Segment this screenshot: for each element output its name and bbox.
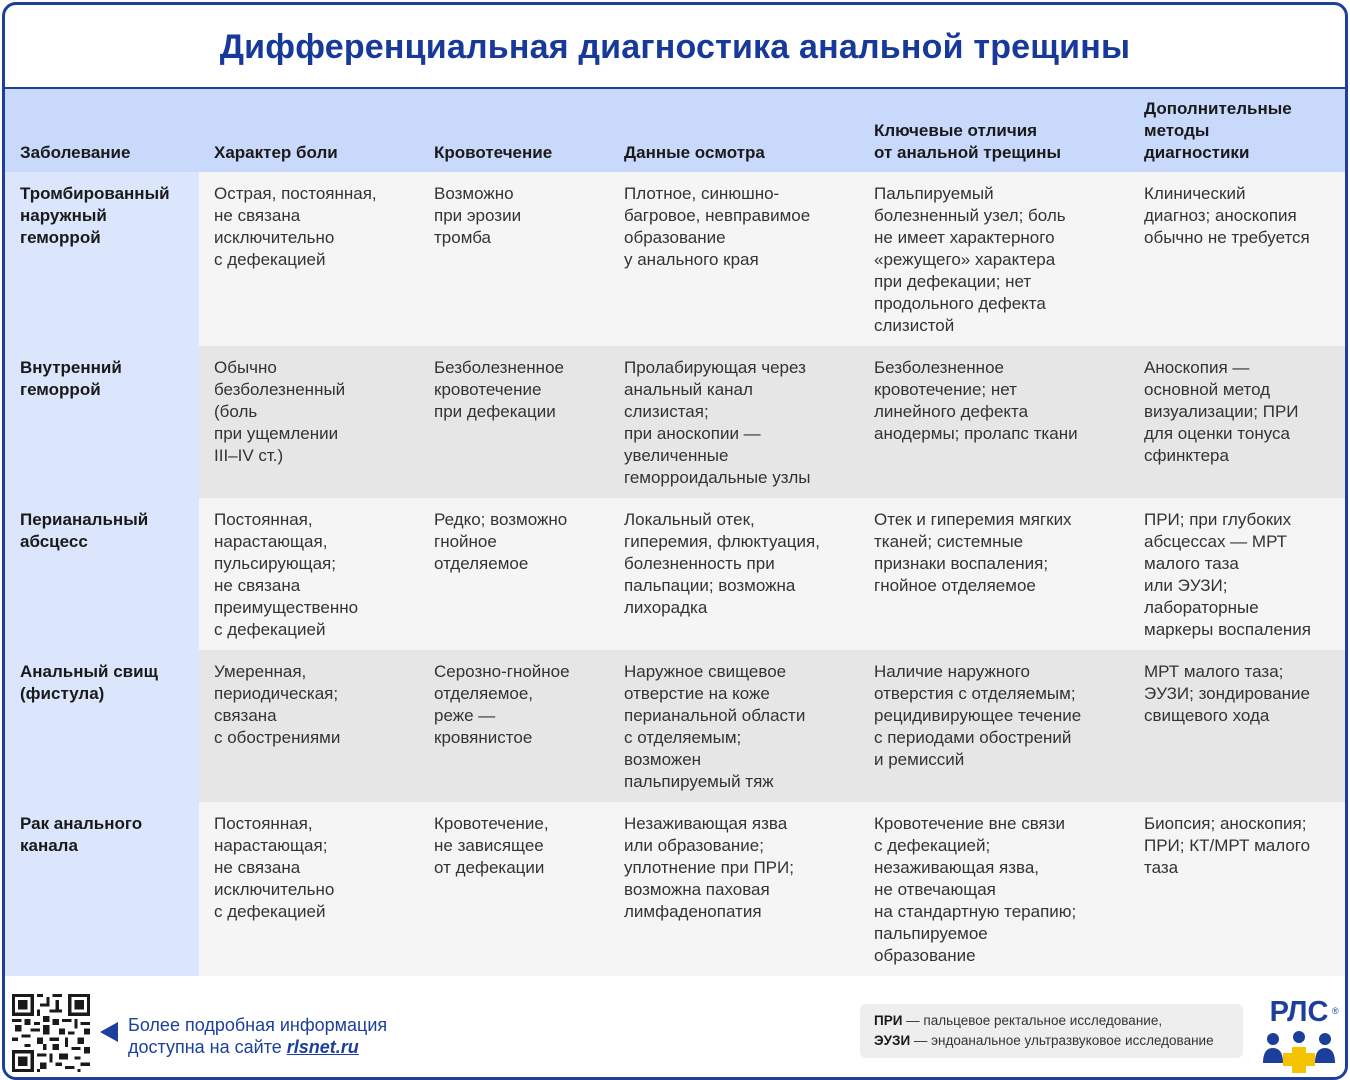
bleeding-cell: Серозно-гнойное отделяемое, реже — кровянистое [419, 650, 609, 802]
disease-cell: Анальный свищ (фистула) [5, 650, 199, 802]
page-title: Дифференциальная диагностика анальной трещины [5, 5, 1345, 89]
column-header-methods: Дополнительные методы диагностики [1129, 89, 1345, 172]
pain-cell: Постоянная, нарастающая; не связана исключительно с дефекацией [199, 802, 419, 976]
table-row [5, 498, 1345, 650]
differences-cell: Безболезненное кровотечение; нет линейного дефекта анодермы; пролапс ткани [859, 346, 1129, 498]
pain-cell: Обычно безболезненный (боль при ущемлении III–IV ст.) [199, 346, 419, 498]
legend-text: — эндоанальное ультразвуковое исследование [910, 1033, 1214, 1048]
legend-abbr: ПРИ [874, 1013, 903, 1028]
more-info-text [128, 1014, 387, 1058]
differences-cell: Пальпируемый болезненный узел; боль не имеет характерного «режущего» характера при дефекации; нет продольного дефекта слизистой [859, 172, 1129, 346]
rls-logo [1259, 995, 1339, 1075]
disease-cell: Внутренний геморрой [5, 346, 199, 498]
footer [5, 977, 1345, 1077]
exam-cell: Локальный отек, гиперемия, флюктуация, болезненность при пальпации; возможна лихорадка [609, 498, 859, 650]
legend-item [874, 1031, 1243, 1051]
more-info-prefix: доступна на сайте [128, 1037, 287, 1057]
exam-cell: Плотное, синюшно- багровое, невправимое образование у анального края [609, 172, 859, 346]
methods-cell: Клинический диагноз; аноскопия обычно не требуется [1129, 172, 1345, 346]
pain-cell: Постоянная, нарастающая, пульсирующая; не связана преимущественно с дефекацией [199, 498, 419, 650]
pain-cell: Умеренная, периодическая; связана с обострениями [199, 650, 419, 802]
logo-text: РЛС [1269, 996, 1329, 1028]
disease-cell: Тромбированный наружный геморрой [5, 172, 199, 346]
table-header-row [5, 89, 1345, 172]
site-link[interactable]: rlsnet.ru [286, 1037, 359, 1057]
diagnosis-table [5, 89, 1345, 976]
bleeding-cell: Кровотечение, не зависящее от дефекации [419, 802, 609, 976]
column-header-differences: Ключевые отличия от анальной трещины [859, 89, 1129, 172]
table-row [5, 346, 1345, 498]
infographic-frame [2, 2, 1348, 1080]
abbreviations-legend [860, 1004, 1243, 1058]
methods-cell: ПРИ; при глубоких абсцессах — МРТ малого таза или ЭУЗИ; лабораторные маркеры воспаления [1129, 498, 1345, 650]
bleeding-cell: Безболезненное кровотечение при дефекации [419, 346, 609, 498]
arrow-left-icon [100, 1022, 118, 1042]
table-row [5, 172, 1345, 346]
disease-cell: Рак анального канала [5, 802, 199, 976]
disease-cell: Перианальный абсцесс [5, 498, 199, 650]
exam-cell: Наружное свищевое отверстие на коже перианальной области с отделяемым; возможен пальпируемый тяж [609, 650, 859, 802]
exam-cell: Пролабирующая через анальный канал слизистая; при аноскопии — увеличенные геморроидальные узлы [609, 346, 859, 498]
exam-cell: Незаживающая язва или образование; уплотнение при ПРИ; возможна паховая лимфаденопатия [609, 802, 859, 976]
table-row [5, 650, 1345, 802]
pain-cell: Острая, постоянная, не связана исключительно с дефекацией [199, 172, 419, 346]
legend-abbr: ЭУЗИ [874, 1033, 911, 1048]
bleeding-cell: Возможно при эрозии тромба [419, 172, 609, 346]
methods-cell: Аноскопия — основной метод визуализации; ПРИ для оценки тонуса сфинктера [1129, 346, 1345, 498]
bleeding-cell: Редко; возможно гнойное отделяемое [419, 498, 609, 650]
column-header-disease: Заболевание [5, 89, 199, 172]
column-header-exam: Данные осмотра [609, 89, 859, 172]
legend-text: — пальцевое ректальное исследование, [902, 1013, 1163, 1028]
logo-registered-mark: ® [1332, 1006, 1339, 1016]
qr-code-icon[interactable] [12, 994, 90, 1072]
methods-cell: МРТ малого таза; ЭУЗИ; зондирование свищевого хода [1129, 650, 1345, 802]
more-info-line [128, 1036, 387, 1058]
column-header-bleeding: Кровотечение [419, 89, 609, 172]
column-header-pain: Характер боли [199, 89, 419, 172]
differences-cell: Отек и гиперемия мягких тканей; системные признаки воспаления; гнойное отделяемое [859, 498, 1129, 650]
legend-item [874, 1011, 1243, 1031]
table-row [5, 802, 1345, 976]
logo-people-cross-icon [1259, 995, 1339, 1075]
methods-cell: Биопсия; аноскопия; ПРИ; КТ/МРТ малого таза [1129, 802, 1345, 976]
more-info-line: Более подробная информация [128, 1015, 388, 1035]
differences-cell: Кровотечение вне связи с дефекацией; незаживающая язва, не отвечающая на стандартную терапию; пальпируемое образование [859, 802, 1129, 976]
differences-cell: Наличие наружного отверстия с отделяемым; рецидивирующее течение с периодами обострений и ремиссий [859, 650, 1129, 802]
